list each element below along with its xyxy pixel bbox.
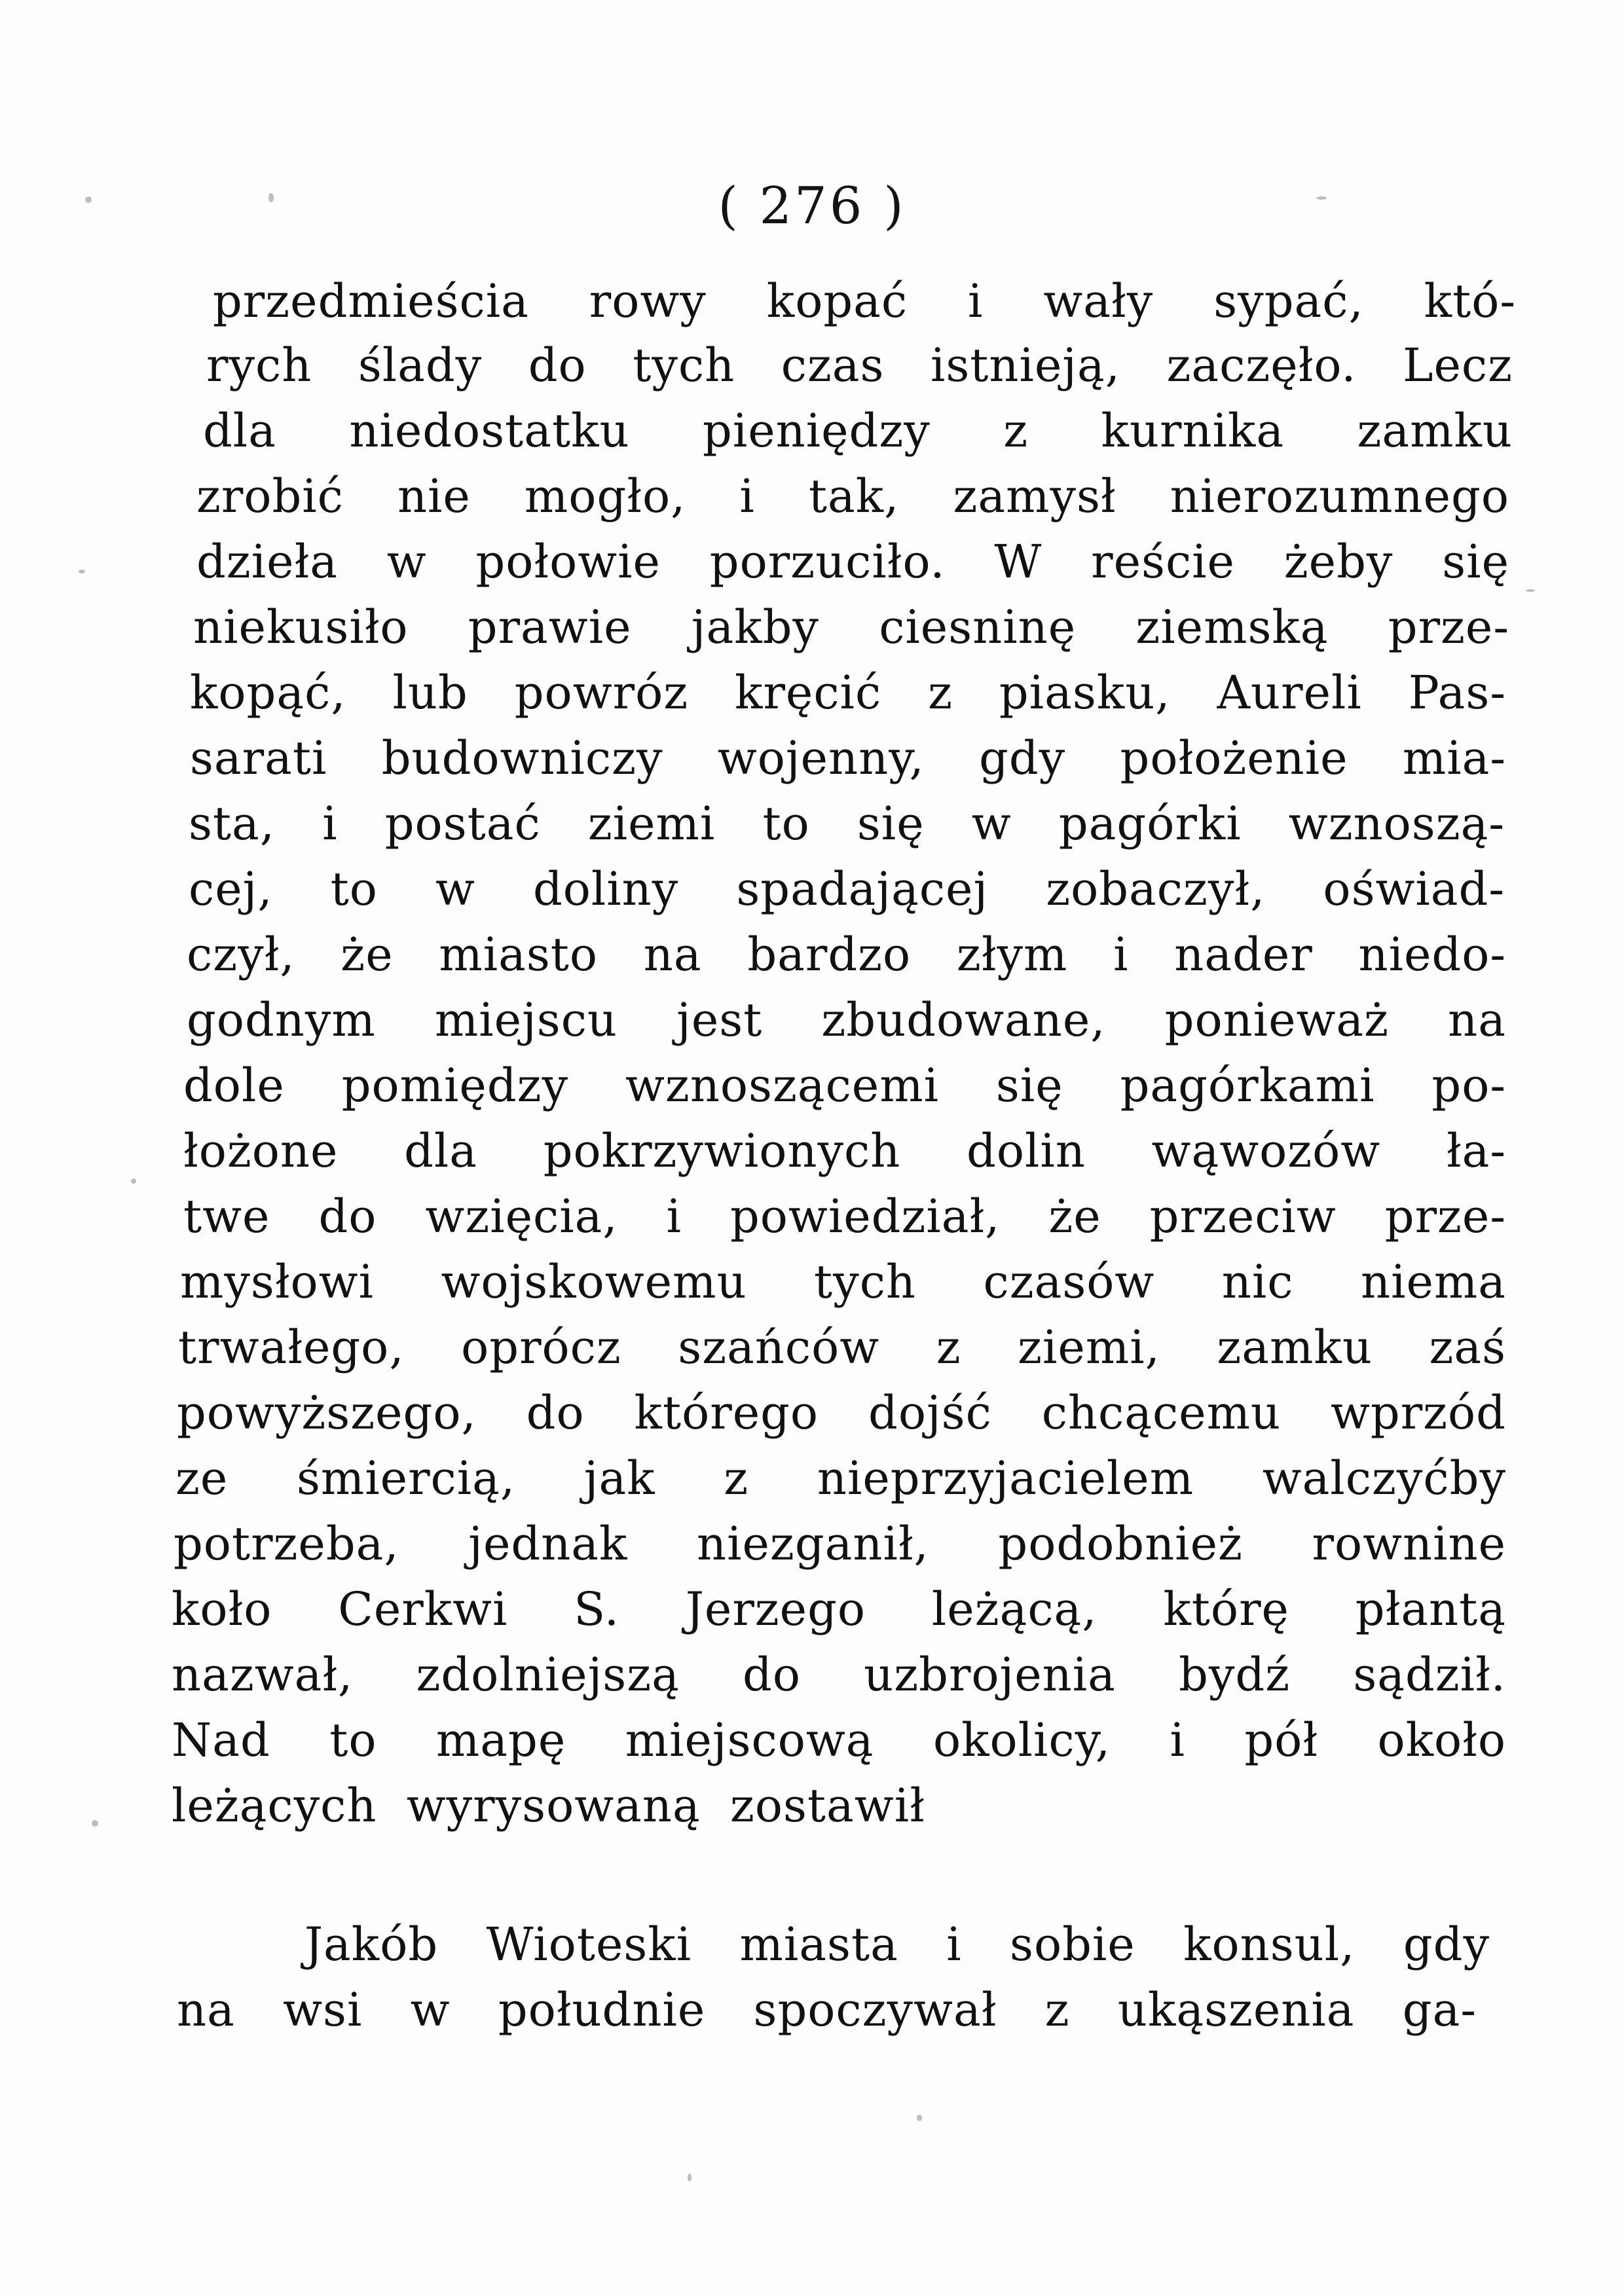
text-line: koło Cerkwi S. Jerzego leżącą, którę płantą [172, 1582, 1506, 1636]
paper-speck [268, 193, 274, 202]
text-line: godnym miejscu jest zbudowane, ponieważ na [187, 993, 1506, 1047]
paper-speck [131, 1178, 136, 1184]
paper-speck [79, 570, 85, 574]
text-line: cej, to w doliny spadającej zobaczył, oświad- [189, 862, 1505, 916]
text-line: Jakób Wioteski miasta i sobie konsul, gdy [304, 1918, 1490, 1971]
paper-speck [1526, 589, 1535, 592]
text-line: rych ślady do tych czas istnieją, zaczęło. Lecz [206, 338, 1513, 392]
paper-speck [92, 1820, 98, 1827]
text-line: ze śmiercią, jak z nieprzyjacielem walczyćby [175, 1451, 1506, 1505]
text-line: niekusiło prawie jakby ciesninę ziemską prze- [193, 600, 1509, 654]
paper-speck [1316, 196, 1327, 200]
text-line: sarati budowniczy wojenny, gdy położenie mia- [190, 731, 1506, 785]
text-line: powyższego, do którego dojść chcącemu wprzód [177, 1386, 1506, 1440]
text-line: łożone dla pokrzywionych dolin wąwozów ła- [183, 1124, 1506, 1178]
text-line: mysłowi wojskowemu tych czasów nic niema [180, 1255, 1506, 1309]
text-line: czył, że miasto na bardzo złym i nader niedo- [187, 928, 1506, 981]
text-line: sta, i postać ziemi to się w pagórki wznoszą- [189, 797, 1505, 850]
text-line: dla niedostatku pieniędzy z kurnika zamku [203, 404, 1513, 458]
text-line: potrzeba, jednak niezganił, podobnież rownine [174, 1517, 1506, 1571]
text-line: kopąć, lub powróz kręcić z piasku, Aureli Pas- [190, 666, 1506, 720]
text-line: dole pomiędzy wznoszącemi się pagórkami po- [183, 1059, 1506, 1112]
text-line: trwałego, oprócz szańców z ziemi, zamku zaś [178, 1321, 1506, 1374]
text-line: Nad to mapę miejscową okolicy, i pół około [172, 1713, 1506, 1767]
paper-speck [688, 2174, 692, 2181]
page-number: ( 276 ) [718, 177, 906, 236]
text-line: dzieła w połowie porzuciło. W reście żeby się [196, 535, 1509, 589]
text-line: nazwał, zdolniejszą do uzbrojenia bydź sądził. [172, 1648, 1506, 1702]
paper-speck [85, 196, 92, 203]
text-line: leżących wyrysowaną zostawił [172, 1779, 925, 1832]
paper-speck [917, 2115, 922, 2121]
text-line: twe do wzięcia, i powiedział, że przeciw prze- [183, 1190, 1506, 1243]
text-line: na wsi w południe spoczywał z ukąszenia ga- [177, 1983, 1477, 2037]
text-line: przedmieścia rowy kopać i wały sypać, któ- [213, 274, 1516, 328]
text-line: zrobić nie mogło, i tak, zamysł nierozumnego [196, 469, 1509, 523]
